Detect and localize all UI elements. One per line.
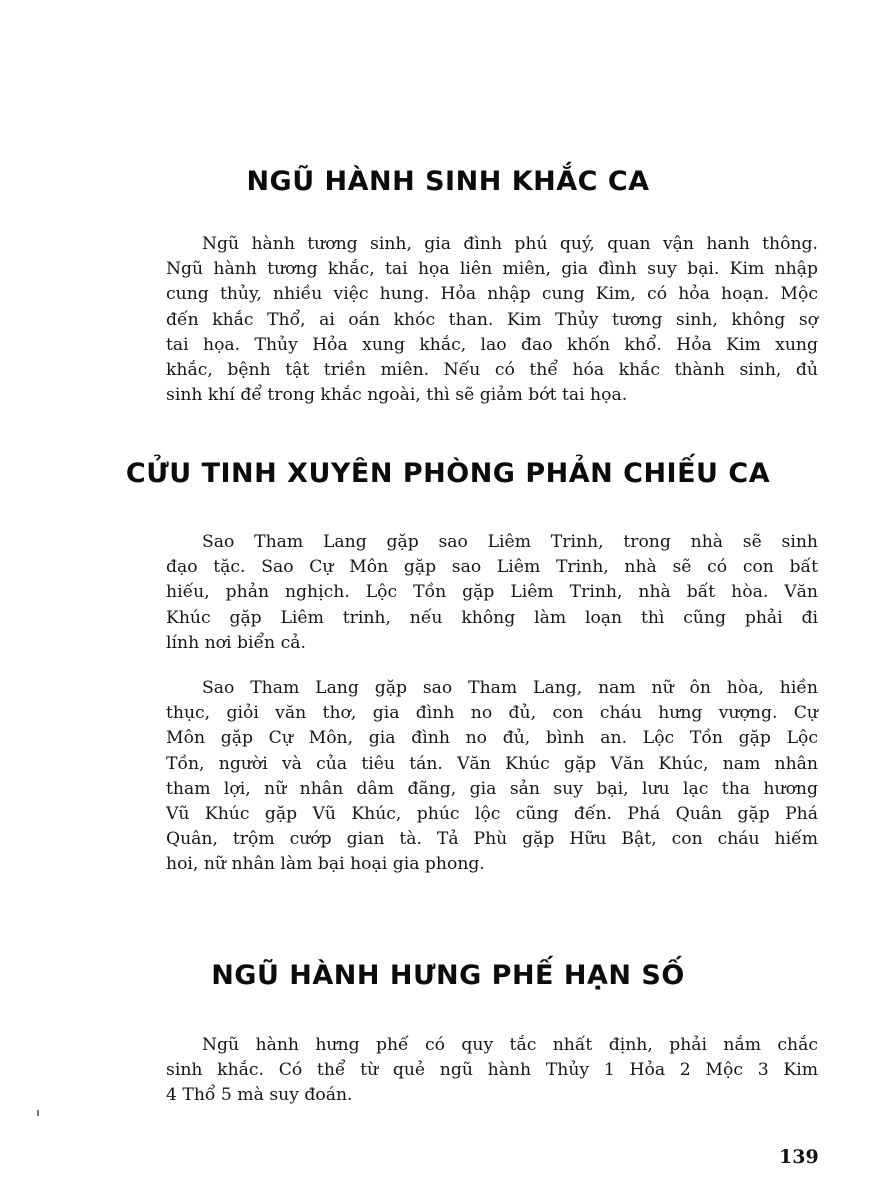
text-line: Khúc gặp Liêm trinh, nếu không làm loạn thì cũng phải đi [166,607,818,628]
text-line: hiếu, phản nghịch. Lộc Tồn gặp Liêm Trinh, nhà bất hòa. Văn [166,582,818,603]
text-line: tai họa. Thủy Hỏa xung khắc, lao đao khốn khổ. Hỏa Kim xung [166,334,818,355]
text-line: sinh khí để trong khắc ngoài, thì sẽ giảm bớt tai họa. [166,385,628,406]
text-line: Sao Tham Lang gặp sao Liêm Trinh, trong nhà sẽ sinh [202,532,818,552]
text-line: Sao Tham Lang gặp sao Tham Lang, nam nữ ôn hòa, hiền [202,678,818,698]
text-line: Ngũ hành tương sinh, gia đình phú quý, quan vận hanh thông. [202,234,818,254]
text-line: Tồn, người và của tiêu tán. Văn Khúc gặp Văn Khúc, nam nhân [166,753,818,774]
paragraph-ngu-hanh-hung-phe [166,1033,818,1109]
section-heading-ngu-hanh-hung-phe: NGŨ HÀNH HƯNG PHẾ HẠN SỐ [211,960,685,991]
text-line: thục, giỏi văn thơ, gia đình no đủ, con cháu hưng vượng. Cự [166,703,818,724]
text-line: cung thủy, nhiều việc hung. Hỏa nhập cung Kim, có hỏa hoạn. Mộc [166,284,818,305]
text-line: tham lợi, nữ nhân dâm đãng, gia sản suy bại, lưu lạc tha hương [166,778,818,799]
section-heading-cuu-tinh-xuyen-phong: CỬU TINH XUYÊN PHÒNG PHẢN CHIẾU CA [125,458,771,489]
text-line: khắc, bệnh tật triền miên. Nếu có thể hóa khắc thành sinh, đủ [166,360,818,381]
paragraph-ngu-hanh-sinh-khac [166,232,818,408]
paragraph-cuu-tinh-1 [166,530,818,656]
text-line: Môn gặp Cự Môn, gia đình no đủ, bình an. Lộc Tồn gặp Lộc [166,728,818,749]
text-line: đến khắc Thổ, ai oán khóc than. Kim Thủy tương sinh, không sợ [166,309,818,330]
text-line: lính nơi biển cả. [166,632,306,653]
scan-mark [37,1110,39,1116]
text-line: Ngũ hành tương khắc, tai họa liên miên, gia đình suy bại. Kim nhập [166,259,818,280]
text-line: 4 Thổ 5 mà suy đoán. [166,1085,353,1106]
text-line: sinh khắc. Có thể từ quẻ ngũ hành Thủy 1 Hỏa 2 Mộc 3 Kim [166,1060,818,1081]
text-line: Ngũ hành hưng phế có quy tắc nhất định, phải nắm chắc [202,1035,818,1055]
text-line: Vũ Khúc gặp Vũ Khúc, phúc lộc cũng đến. Phá Quân gặp Phá [166,804,818,825]
section-heading-ngu-hanh-sinh-khac-ca: NGŨ HÀNH SINH KHẮC CA [246,166,650,197]
paragraph-cuu-tinh-2 [166,676,818,878]
text-line: Quân, trộm cướp gian tà. Tả Phù gặp Hữu Bật, con cháu hiếm [166,829,818,850]
page-number: 139 [779,1146,819,1168]
text-line: hoi, nữ nhân làm bại hoại gia phong. [166,854,485,875]
text-line: đạo tặc. Sao Cự Môn gặp sao Liêm Trinh, nhà sẽ có con bất [166,557,818,578]
